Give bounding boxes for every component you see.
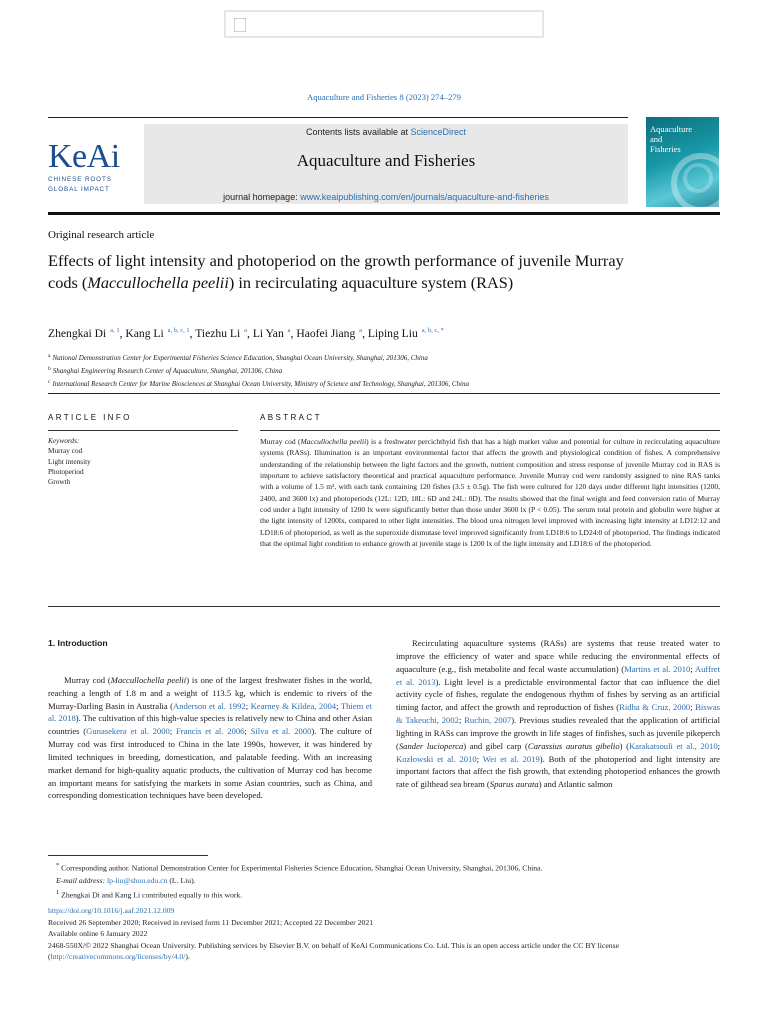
license-link[interactable]: http://creativecommons.org/licenses/by/4.0/ <box>50 952 186 962</box>
citation-link[interactable]: Silva et al. 2000 <box>250 726 312 737</box>
body-paragraph: Recirculating aquaculture systems (RASs) are systems that reuse treated water to improve the efficiency of water and space while reducing the environmental effects of aquaculture (e.g., fish metabolite and fecal waste accumulation) (Martins et al. 2010; Auffret et al. 2013). Light level is a predictable environmental factor that can influence the diel activity cycle of fishes, regulate the endogenous rhythm of fishes by serving as an artificial timing factor, and affect the growth and reproduction of fishes (Ridha & Cruz, 2000; Biswas & Takeuchi, 2002; Ruchin, 2007). Previous studies revealed that the application of artificial lighting in RASs can improve the growth in life stages of finfishes, such as juvenile pikeperch (Sander lucioperca) and gibel carp (Carassius auratus gibelio) (Karakatsouli et al., 2010; Kozłowski et al. 2010; Wei et al. 2019). Both of the photoperiod and light intensity are important factors that affect the fish growth, that extending photoperiod enhances the growth rate of gilthead sea bream (Sparus aurata) and Atlantic salmon <box>396 638 721 790</box>
body-column-left <box>48 637 372 802</box>
article-title: Effects of light intensity and photoperiod on the growth performance of juvenile Murray cods (Maccullochella peelii) in recirculating aquaculture system (RAS) <box>48 251 624 292</box>
citation-link[interactable]: Thiem et al. 2018 <box>48 700 372 724</box>
sciencedirect-link[interactable]: ScienceDirect <box>410 127 467 137</box>
author-affil-mark[interactable]: a <box>287 327 291 334</box>
author-name: Zhengkai Di <box>48 327 107 340</box>
citation-link[interactable]: Anderson et al. 1992 <box>173 700 246 711</box>
article-info-heading: ARTICLE INFO <box>48 413 132 422</box>
author-affil-mark[interactable]: a <box>359 327 363 334</box>
license-text: 2468-550X/© 2022 Shanghai Ocean University. Publishing services by Elsevier B.V. on behalf of KeAi Communications Co. Ltd. This is an open access article under the CC BY license (http://creativecommons.org/licenses/by/4.0/). <box>48 940 619 962</box>
citation-link[interactable]: Kozłowski et al. 2010 <box>396 753 477 764</box>
article-type: Original research article <box>48 229 155 241</box>
author-name: Li Yan <box>252 327 284 340</box>
page-thumbnail-icon <box>234 18 246 32</box>
journal-citation-link[interactable]: Aquaculture and Fisheries 8 (2023) 274–279 <box>307 92 461 102</box>
homepage-line: journal homepage: www.keaipublishing.com/en/journals/aquaculture-and-fisheries <box>223 192 549 202</box>
author-name: Kang Li <box>125 327 164 340</box>
keai-logo <box>48 140 138 192</box>
author-name: Tiezhu Li <box>195 327 241 340</box>
online-date: Available online 6 January 2022 <box>48 929 148 939</box>
footnote-rule <box>48 855 208 856</box>
keywords-label: Keywords: <box>48 436 80 445</box>
footnote-equal-contribution: $^1$ Zhengkai Di and Kang Li contributed equally to this work. <box>56 888 243 900</box>
footnote-email: E-mail address: lp-liu@shou.edu.cn (L. Liu). <box>56 875 196 885</box>
abstract-rule <box>260 430 720 431</box>
citation-link[interactable]: Francis et al. 2006 <box>176 726 245 737</box>
author-affil-mark[interactable]: a, 1 <box>110 327 120 334</box>
header-top-rule <box>48 117 628 118</box>
footnotes <box>48 860 720 901</box>
affiliation-item: $^a$ National Demonstration Center for Experimental Fisheries Science Education, Shanghai Ocean University, Shanghai, 201306, China <box>48 353 428 362</box>
journal-header-box <box>144 124 628 204</box>
article-info-rule <box>48 430 238 431</box>
affiliation-item: $^c$ International Research Center for Marine Biosciences at Shanghai Ocean University, Ministry of Science and Technology, Shanghai, 201306, China <box>48 378 469 388</box>
affiliation-item: $^b$ Shanghai Engineering Research Center of Aquaculture, Shanghai, 201306, China <box>48 365 283 375</box>
contents-line: Contents lists available at ScienceDirect <box>305 127 467 137</box>
citation-link[interactable]: Karakatsouli et al., 2010 <box>628 740 718 751</box>
email-link[interactable]: lp-liu@shou.edu.cn <box>106 875 168 885</box>
keyword-item: Photoperiod <box>48 466 84 476</box>
body-paragraph: Murray cod (Maccullochella peelii) is one of the largest freshwater fishes in the world, reaching a length of 1.8 m and a weight of 113.5 kg, which is endemic to rivers of the Murray-Darling Basin in Australia (Anderson et al. 1992; Kearney & Kildea, 2004; Thiem et al. 2018). The cultivation of this high-value species is relatively new to China and other Asian countries (Gunasekera et al. 2000; Francis et al. 2006; Silva et al. 2000). The culture of Murray cod was first introduced to China in the late 1990s, however, it was hindered by limited techniques in breeding, domestication, and palatable feeding. With an increasing market demand for high-quality aquatic products, the cultivation of Murray cod has become an important means for satisfying the markets in some Asian countries, such as China, and corresponding domestication techniques have been developed. <box>48 674 373 801</box>
received-dates: Received 26 September 2020; Received in revised form 11 December 2021; Accepted 22 December 2021 <box>48 917 374 927</box>
abstract-heading: ABSTRACT <box>260 413 322 422</box>
citation-link[interactable]: Wei et al. 2019 <box>482 753 540 764</box>
author-affil-mark[interactable]: a <box>244 327 248 334</box>
cover-title: Aquaculture and Fisheries <box>650 124 693 154</box>
abstract-text: Murray cod (Maccullochella peelii) is a freshwater percichthyid fish that has a high market value and potential for culture in recirculating aquaculture systems (RASs). Illumination is an important environmental factor that affects the growth and physiological condition of fishes. A comprehensive understanding of the relationship between the light factors and the growth, nutrient composition and stress response of juvenile Murray cod in RAS is important to achieve satisfactory theoretical and practical aquaculture performance. Juvenile Murray cod were randomly assigned to nine RAS tanks with a volume of 1.5 m³, with each tank containing 120 fishes (3.5 ± 0.5g). The fish were cultured for 120 days under different light intensities (1200, 2400, and 3600 lx) and photoperiods (12L: 12D, 18L: 6D and 24L: 0D). The results showed that the final weight and feed conversion ratio of Murray cod under a light intensity of 1200 lx were significantly better than those under 3600 lx (P < 0.05). The serum total protein and globulin were higher at the light intensity of 1200lx, compared to other light intensities. The blood urea nitrogen level improved with increasing light intensity at LD12:12 and LD18:6 of photoperiod, as well as the superoxide dismutase level improved significantly from LD18:6 to LD24:0 of photoperiod. The findings indicated that the optimal light condition to enhance growth at juvenile stage is 1200 lx of the light intensity and LD18:6 of the photoperiod. <box>260 437 720 549</box>
body-column-right <box>396 637 720 791</box>
author-affil-mark[interactable]: a, b, c, * <box>421 327 444 334</box>
keyword-item: Growth <box>48 477 71 487</box>
author-name: Haofei Jiang <box>296 327 356 340</box>
citation-link[interactable]: Ridha & Cruz, 2000 <box>619 702 691 713</box>
citation-link[interactable]: Gunasekera et al. 2000 <box>86 726 170 737</box>
footnote-corresponding: * Corresponding author. National Demonstration Center for Experimental Fisheries Science Education, Shanghai Ocean University, Shanghai, 201306, China. <box>56 862 543 873</box>
journal-cover-image <box>646 117 719 207</box>
abstract-bottom-rule <box>48 606 720 607</box>
affiliation-list <box>48 351 469 389</box>
keai-logo-tagline-1: CHINESE ROOTS <box>48 176 112 183</box>
citation-link[interactable]: Martins et al. 2010 <box>624 663 691 674</box>
article-metadata <box>48 905 720 963</box>
pdf-toolbar-box <box>224 10 544 38</box>
keywords-block <box>48 436 91 487</box>
citation-link[interactable]: Ruchin, 2007 <box>464 715 512 726</box>
doi-link[interactable]: https://doi.org/10.1016/j.aaf.2021.12.009 <box>48 906 175 915</box>
author-name: Liping Liu <box>367 327 418 340</box>
header-bottom-rule <box>48 212 720 215</box>
keai-logo-tagline-2: GLOBAL IMPACT <box>48 185 110 193</box>
cover-decoration <box>683 163 713 193</box>
journal-homepage-link[interactable]: www.keaipublishing.com/en/journals/aquaculture-and-fisheries <box>300 192 549 202</box>
author-list: Zhengkai Di $^{a, 1}$, Kang Li $^{a, b, c, 1}$, Tiezhu Li $^a$, Li Yan $^a$, Haofei Jiang $^a$, Liping Liu $^{a, b, c, *}$ <box>48 327 444 340</box>
section-divider <box>48 393 720 394</box>
keyword-item: Murray cod <box>48 446 83 456</box>
citation-link[interactable]: Biswas & Takeuchi, 2002 <box>396 702 721 726</box>
journal-title: Aquaculture and Fisheries <box>296 151 476 170</box>
citation-link[interactable]: Kearney & Kildea, 2004 <box>250 700 337 711</box>
keai-logo-wordmark: KeAi <box>48 138 120 175</box>
keyword-item: Light intensity <box>48 456 91 466</box>
section-heading-introduction: 1. Introduction <box>48 638 108 648</box>
citation-link[interactable]: Auffret et al. 2013 <box>396 663 721 687</box>
author-affil-mark[interactable]: a, b, c, 1 <box>167 327 190 334</box>
